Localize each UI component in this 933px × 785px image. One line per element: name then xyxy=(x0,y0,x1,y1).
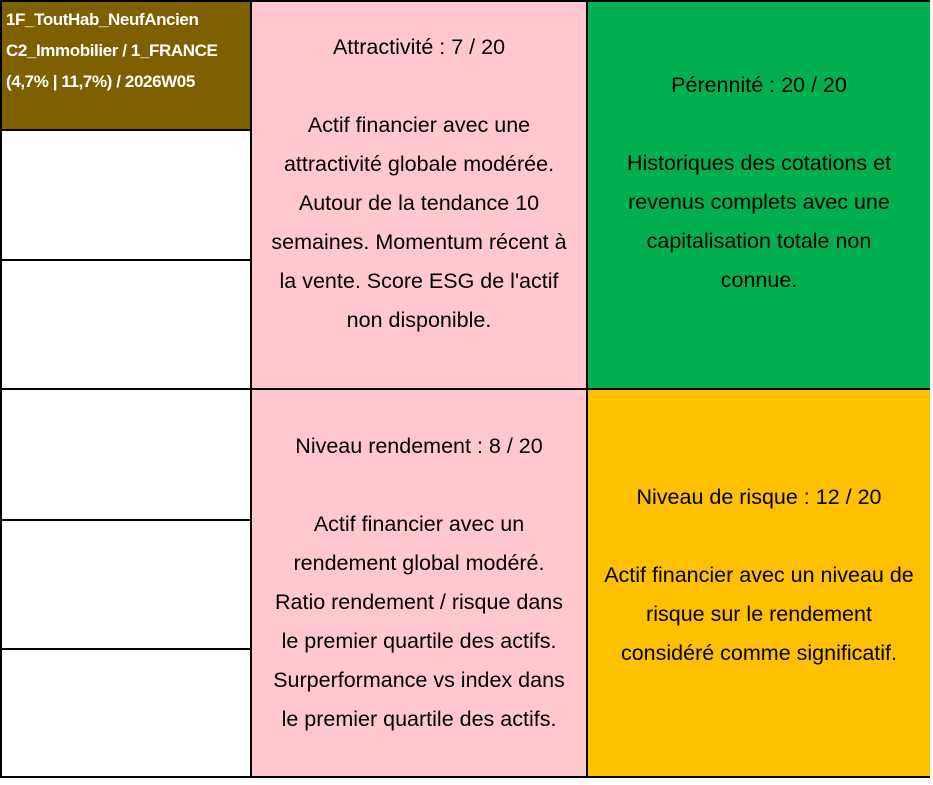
empty-cell xyxy=(0,648,252,778)
risque-score: Niveau de risque : 12 / 20 xyxy=(636,484,882,509)
rendement-description: Actif financier avec un rendement global modéré. Ratio rendement / risque dans le premier quartile des actifs. Surperformance vs index dans le premier quartile des actifs. xyxy=(273,512,565,731)
empty-cell xyxy=(0,388,252,521)
attractivite-description: Actif financier avec une attractivité globale modérée. Autour de la tendance 10 semaines. Momentum récent à la vente. Score ESG de l'actif non disponible. xyxy=(271,113,567,332)
rendement-score: Niveau rendement : 8 / 20 xyxy=(295,434,543,458)
risque-panel xyxy=(586,388,932,778)
asset-header xyxy=(0,0,252,131)
asset-stats: (4,7% | 11,7%) / 2026W05 xyxy=(6,72,195,91)
rendement-panel xyxy=(250,388,588,778)
risque-description: Actif financier avec un niveau de risque sur le rendement considéré comme significatif. xyxy=(604,562,914,665)
perennite-description: Historiques des cotations et revenus complets avec une capitalisation totale non connue. xyxy=(626,150,892,292)
empty-cell xyxy=(0,129,252,261)
empty-cell xyxy=(0,259,252,390)
attractivite-panel xyxy=(250,0,588,390)
attractivite-score: Attractivité : 7 / 20 xyxy=(332,35,506,59)
perennite-panel xyxy=(586,0,932,390)
asset-category: C2_Immobilier / 1_FRANCE xyxy=(6,41,218,60)
asset-name: 1F_ToutHab_NeufAncien xyxy=(6,10,199,29)
empty-cell xyxy=(0,519,252,650)
perennite-score: Pérennité : 20 / 20 xyxy=(671,72,847,97)
